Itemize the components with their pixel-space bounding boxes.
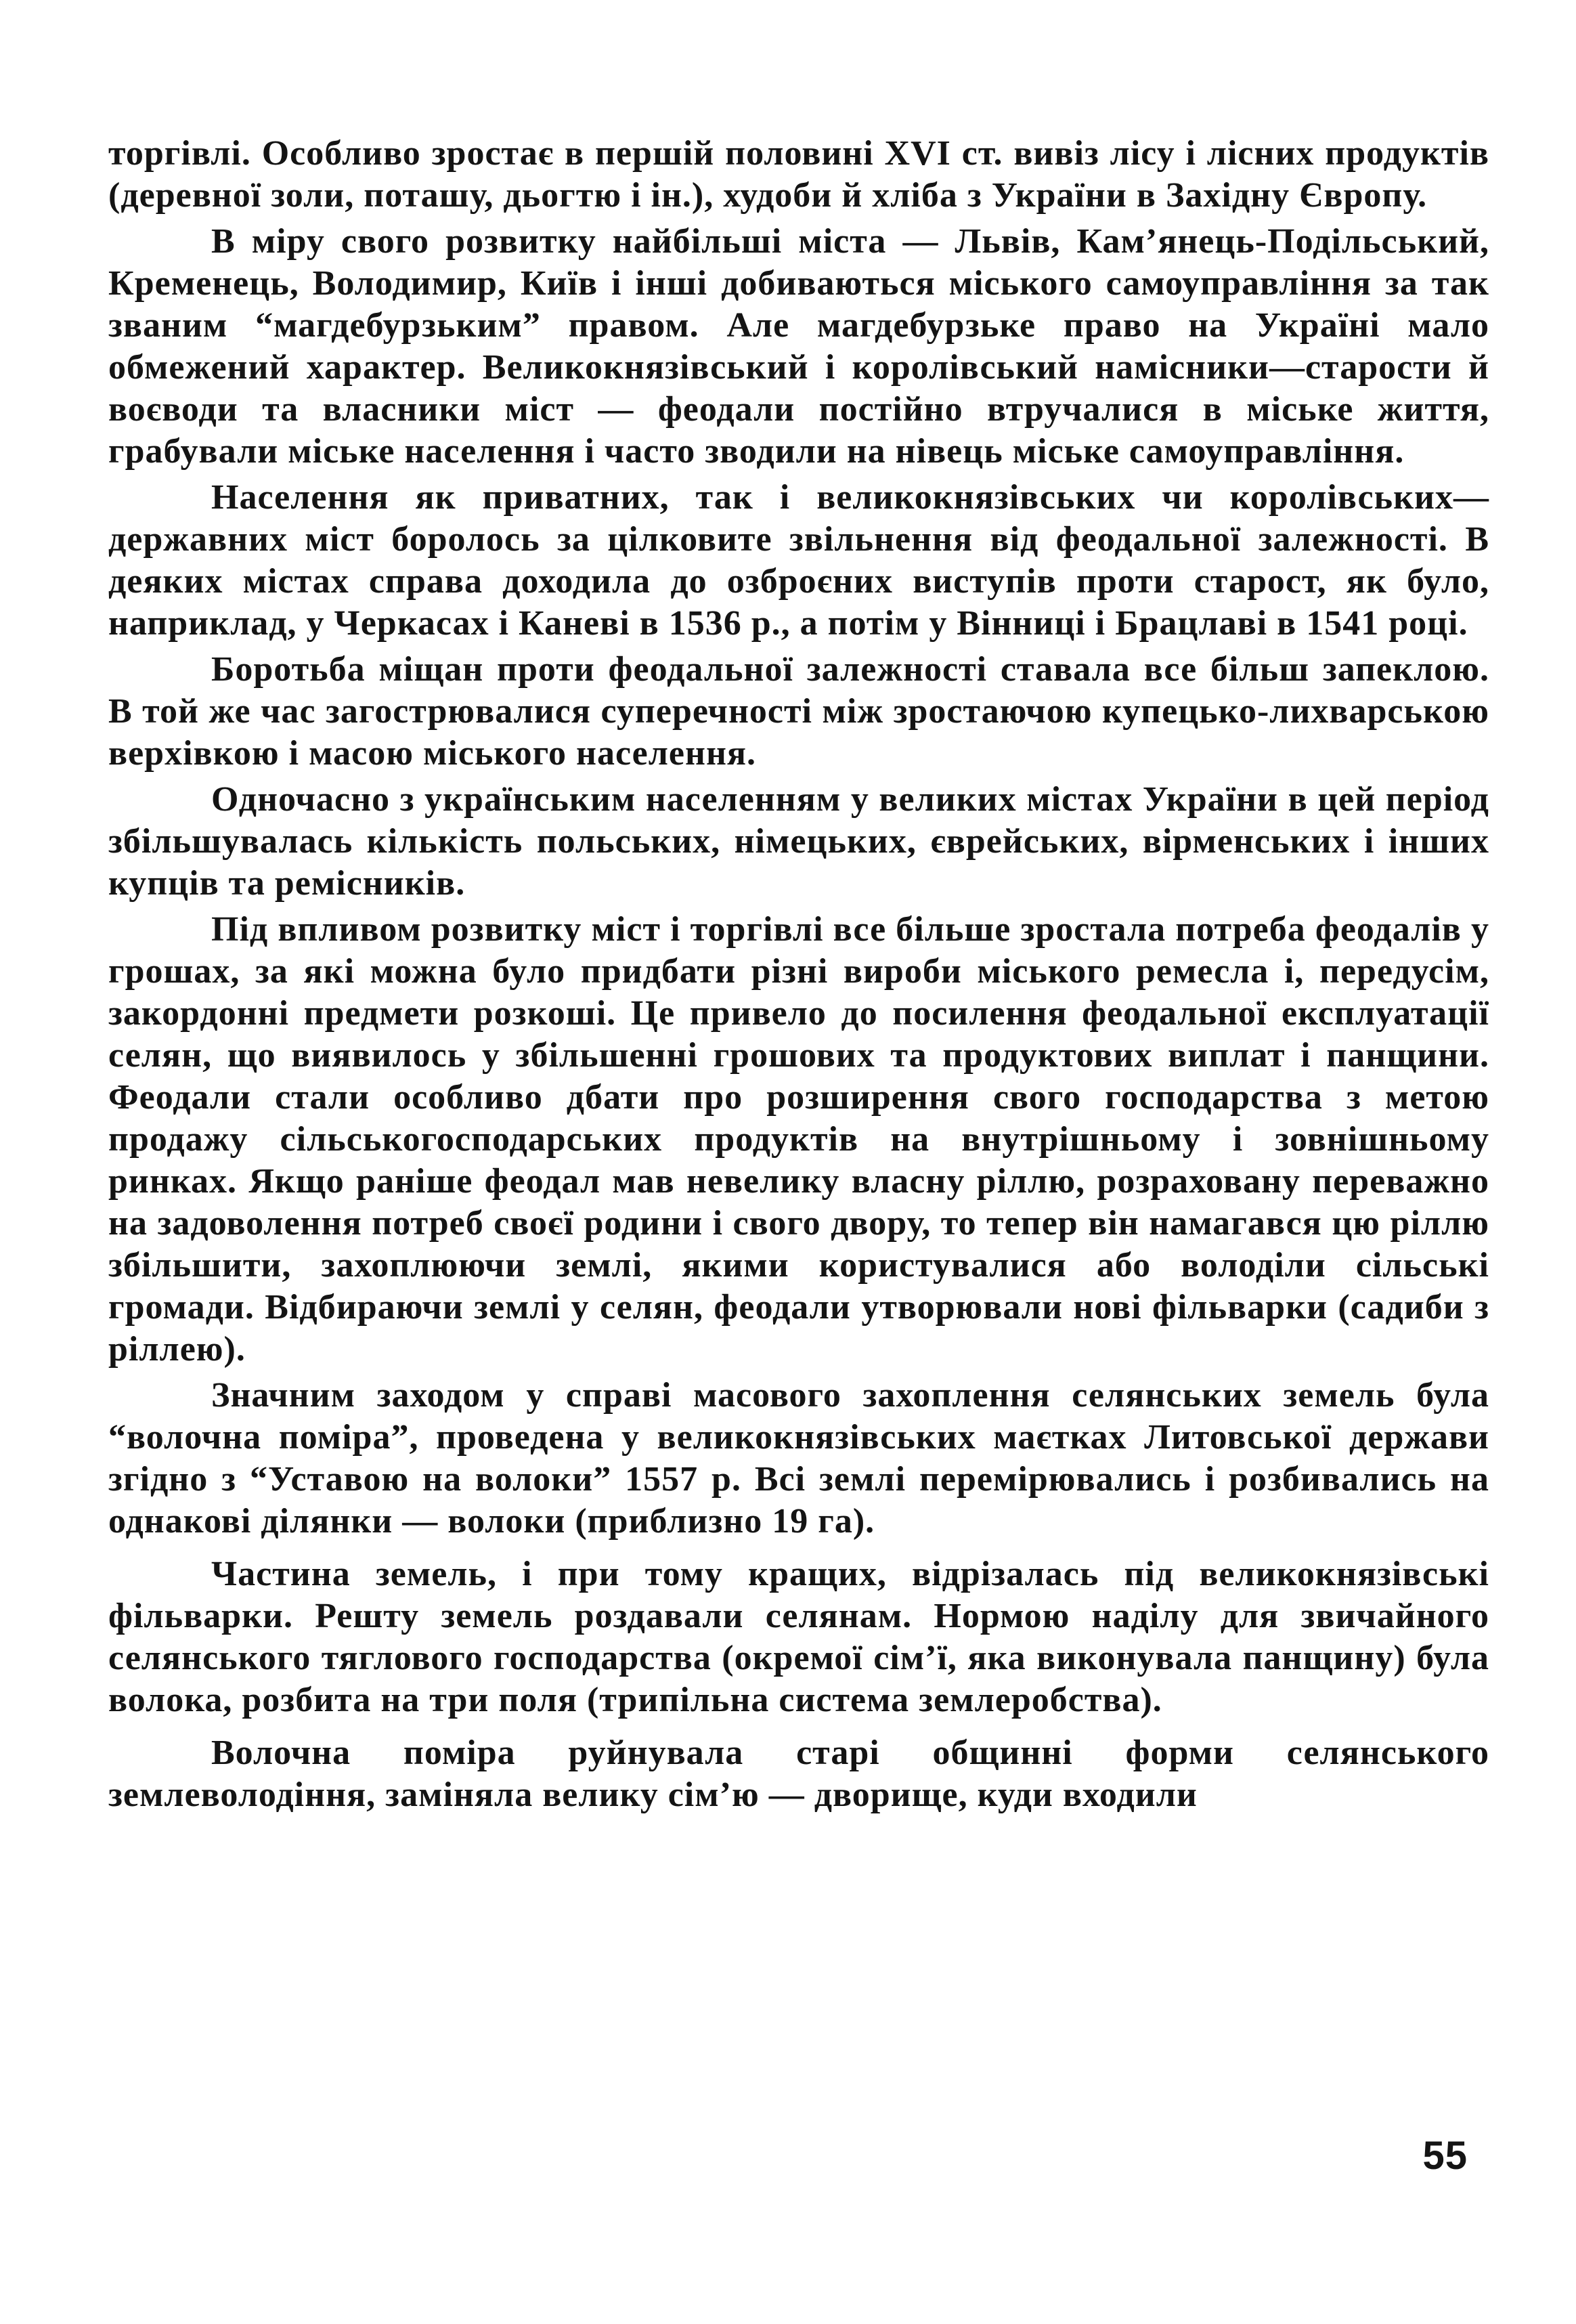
paragraph-7: Значним заходом у справі масового захоплення селянських земель була “волочна поміра”, проведена у великокнязівських маєтках Литовської держави згідно з “Уставою на волоки” 1557 р. Всі землі перемірювались і розбивались на однакові ділянки — волоки (приблизно 19 га).	[108, 1376, 1489, 1541]
paragraph-4: Боротьба міщан проти феодальної залежності ставала все більш запеклою. В той же час загострювалися суперечності між зростаючою купецько-лихварською верхівкою і масою міського населення.	[108, 650, 1489, 773]
page-body	[108, 133, 1489, 2205]
page-number: 55	[1422, 2134, 1468, 2178]
paragraph-6: Під впливом розвитку міст і торгівлі все більше зростала потреба феодалів у грошах, за які можна було придбати різні вироби міського ремесла і, передусім, закордонні предмети розкоші. Це привело до посилення феодальної експлуатації селян, що виявилось у збільшенні грошових та продуктових виплат і панщини. Феодали стали особливо дбати про розширення свого господарства з метою продажу сільськогосподарських продуктів на внутрішньому і зовнішньому ринках. Якщо раніше феодал мав невелику власну ріллю, розраховану переважно на задоволення потреб своєї родини і свого двору, то тепер він намагався цю ріллю збільшити, захоплюючи землі, якими користувалися або володіли сільські громади. Відбираючи землі у селян, феодали утворювали нові фільварки (садиби з ріллею).	[108, 910, 1489, 1369]
paragraph-3: Населення як приватних, так і великокнязівських чи королівських—державних міст боролось за цілковите звільнення від феодальної залежності. В деяких містах справа доходила до озброєних виступів проти старост, як було, наприклад, у Черкасах і Каневі в 1536 р., а потім у Вінниці і Брацлаві в 1541 році.	[108, 478, 1489, 643]
paragraph-9: Волочна поміра руйнувала старі общинні форми селянського землеволодіння, заміняла велику сім’ю — дворище, куди входили	[108, 1734, 1489, 1814]
paragraph-2: В міру свого розвитку найбільші міста — Львів, Кам’янець-Подільський, Кременець, Володимир, Київ і інші добиваються міського самоуправління за так званим “магдебурзьким” правом. Але магдебурзьке право на Україні мало обмежений характер. Великокнязівський і королівський намісники—старости й воєводи та власники міст — феодали постійно втручалися в міське життя, грабували міське населення і часто зводили на нівець міське самоуправління.	[108, 222, 1489, 471]
paragraph-5: Одночасно з українським населенням у великих містах України в цей період збільшувалась кількість польських, німецьких, єврейських, вірменських і інших купців та ремісників.	[108, 780, 1489, 903]
paragraph-8: Частина земель, і при тому кращих, відрізалась під великокнязівські фільварки. Решту земель роздавали селянам. Нормою наділу для звичайного селянського тяглового господарства (окремої сім’ї, яка виконувала панщину) була волока, розбита на три поля (трипільна система землеробства).	[108, 1555, 1489, 1719]
paragraph-1: торгівлі. Особливо зростає в першій половині XVI ст. вивіз лісу і лісних продуктів (деревної золи, поташу, дьогтю і ін.), худоби й хліба з України в Західну Європу.	[108, 134, 1489, 215]
